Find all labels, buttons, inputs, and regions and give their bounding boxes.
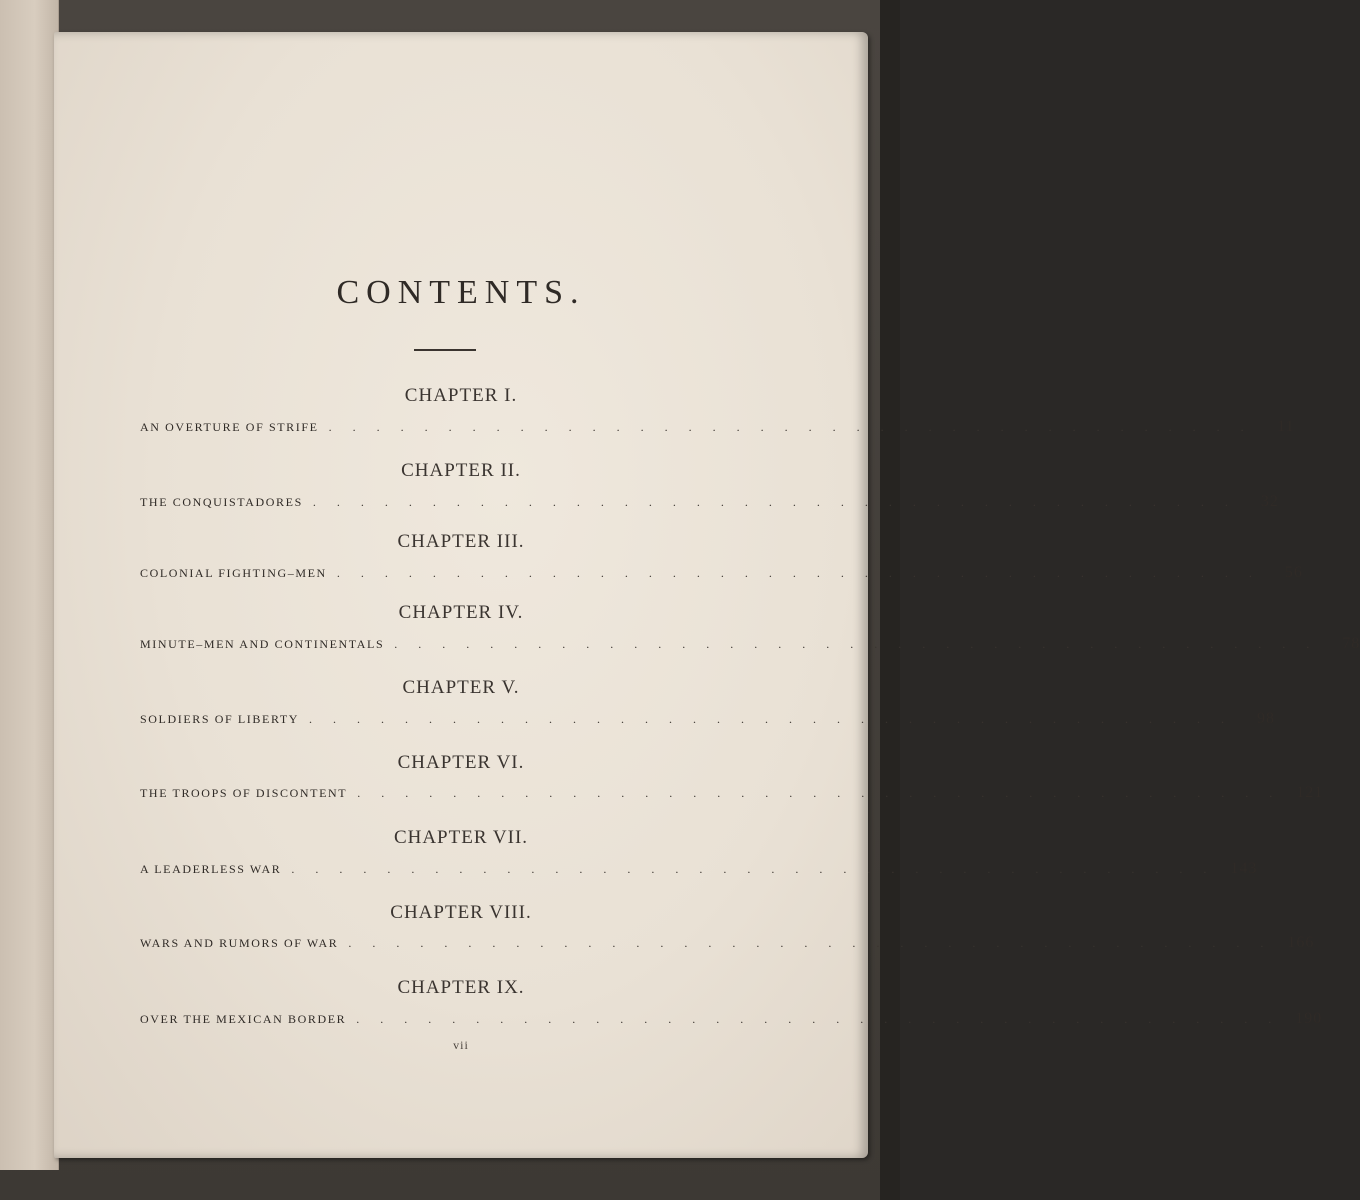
chapter-title: MINUTE–MEN AND CONTINENTALS [140, 637, 385, 651]
chapter-heading: CHAPTER VI. [397, 752, 525, 773]
dot-leader: . . . . . . . . . . . . . . . . . . . . . . . . . . . . . . . . . . . . . . . [348, 936, 1273, 950]
chapter-title: A LEADERLESS WAR [140, 862, 282, 876]
page-number: 32 [1260, 493, 1279, 510]
page-title: CONTENTS. [336, 274, 586, 311]
dot-leader: . . . . . . . . . . . . . . . . . . . . . . . . . . . . . . . . . . . . . . . [328, 420, 1253, 434]
toc-entry [140, 710, 1276, 732]
title-rule [414, 349, 476, 351]
page-number: 121 [1296, 784, 1324, 801]
toc-entry [140, 934, 1315, 956]
dot-leader: . . . . . . . . . . . . . . . . . . . . . . . . . . . . . . . . . . . . . . . [357, 786, 1282, 800]
dot-leader: . . . . . . . . . . . . . . . . . . . . . . . . . . . . . . . . . . . . . . . [312, 495, 1237, 509]
toc-entry [140, 564, 1303, 586]
page-number: 190 [1295, 1010, 1323, 1027]
toc-entry [140, 635, 1360, 657]
chapter-title: SOLDIERS OF LIBERTY [140, 712, 300, 726]
dot-leader: . . . . . . . . . . . . . . . . . . . . . . . . . . . . . . . . . . . . . . . [309, 712, 1234, 726]
dot-leader: . . . . . . . . . . . . . . . . . . . . . . . . . . . . . . . . . . . . . . . [356, 1012, 1281, 1026]
toc-entry [140, 418, 1295, 440]
toc-entry [140, 860, 1258, 882]
dot-leader: . . . . . . . . . . . . . . . . . . . . . . . . . . . . . . . . . . . . . . . [336, 566, 1261, 580]
page-number: 98 [1257, 710, 1276, 727]
left-page-edge [0, 0, 59, 1170]
chapter-title: OVER THE MEXICAN BORDER [140, 1012, 347, 1026]
page-number: 166 [1287, 934, 1315, 951]
chapter-heading: CHAPTER V. [402, 677, 520, 698]
dot-leader: . . . . . . . . . . . . . . . . . . . . . . . . . . . . . . . . . . . . . . . [291, 862, 1216, 876]
dot-leader: . . . . . . . . . . . . . . . . . . . . . . . . . . . . . . . . . . . . . . . [394, 637, 1319, 651]
chapter-title: THE TROOPS OF DISCONTENT [140, 786, 348, 800]
chapter-heading: CHAPTER III. [397, 531, 525, 552]
chapter-heading: CHAPTER VII. [393, 827, 529, 848]
page-number: 143 [1230, 860, 1258, 877]
page-number: 78 [1342, 635, 1360, 652]
toc-entry [140, 784, 1324, 806]
page-number: 11 [1277, 418, 1295, 435]
chapter-heading: CHAPTER I. [404, 385, 518, 406]
contents-page [54, 32, 1360, 1158]
chapter-title: COLONIAL FIGHTING–MEN [140, 566, 327, 580]
page-folio: vii [453, 1038, 469, 1052]
toc-entry [140, 493, 1279, 515]
chapter-title: AN OVERTURE OF STRIFE [140, 420, 319, 434]
chapter-heading: CHAPTER VIII. [390, 902, 532, 923]
page-number: 56 [1284, 564, 1303, 581]
chapter-heading: CHAPTER IX. [397, 977, 525, 998]
chapter-heading: CHAPTER IV. [398, 602, 524, 623]
chapter-title: THE CONQUISTADORES [140, 495, 303, 509]
chapter-heading: CHAPTER II. [401, 460, 521, 481]
toc-entry [140, 1010, 1323, 1032]
chapter-title: WARS AND RUMORS OF WAR [140, 936, 339, 950]
